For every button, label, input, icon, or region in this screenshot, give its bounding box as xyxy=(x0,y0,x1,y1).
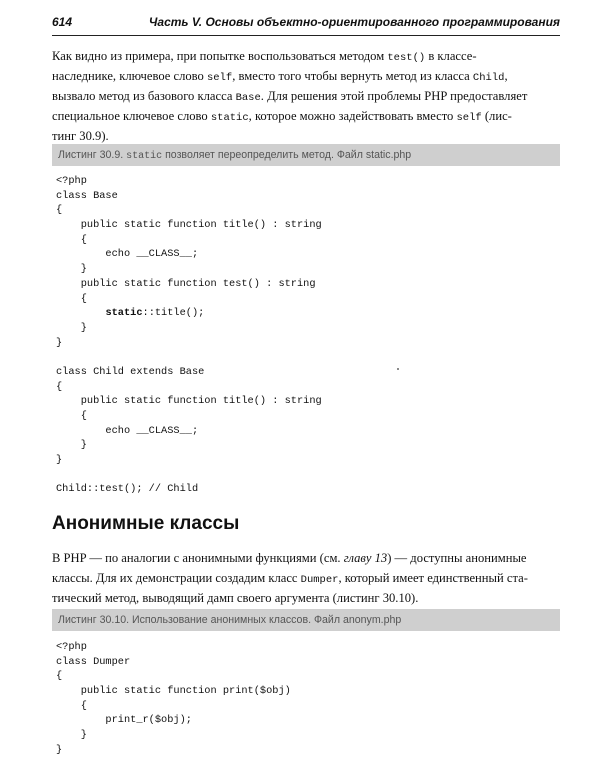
code-line: class Dumper xyxy=(56,655,131,668)
code-line: echo __CLASS__; xyxy=(56,248,199,261)
code-line: } xyxy=(56,729,87,742)
paragraph-line: Как видно из примера, при попытке воспользоваться методом test() в классе- xyxy=(52,49,477,64)
code-line: } xyxy=(56,336,63,349)
code-line: public static function title() : string xyxy=(56,395,322,408)
code-line: <?php xyxy=(56,175,87,187)
code-line: } xyxy=(56,439,87,452)
code-line: Child::test(); // Child xyxy=(56,483,199,496)
code-line: } xyxy=(56,321,87,334)
code-listing-30-10 xyxy=(56,640,291,758)
code-line: } xyxy=(56,743,63,756)
paragraph-line: классы. Для их демонстрации создадим класс Dumper, который имеет единственный ста- xyxy=(52,571,528,586)
running-title: Часть V. Основы объектно-ориентированного программирования xyxy=(148,15,560,29)
code-line: print_r($obj); xyxy=(56,714,192,727)
code-line: { xyxy=(56,410,87,422)
code-line: class Child extends Base xyxy=(56,365,205,378)
code-line: { xyxy=(56,380,63,393)
code-line: { xyxy=(56,699,87,712)
paragraph-line: наследнике, ключевое слово self, вместо того чтобы вернуть метод из класса Child, xyxy=(52,69,508,84)
paragraph-line: В PHP — по аналогии с анонимными функциями (см. главу 13) — доступны анонимные xyxy=(52,551,527,565)
code-line xyxy=(56,468,322,483)
listing-caption-30-10: Листинг 30.10. Использование анонимных классов. Файл anonym.php xyxy=(52,609,560,631)
paragraph-anonymous-intro xyxy=(52,548,560,608)
paragraph-line: тический метод, выводящий дамп своего аргумента (листинг 30.10). xyxy=(52,591,419,605)
code-line: { xyxy=(56,670,63,683)
scan-speck xyxy=(397,368,399,370)
running-header xyxy=(52,13,560,36)
code-line: public static function test() : string xyxy=(56,277,316,290)
code-line: static::title(); xyxy=(105,307,205,320)
code-line: { xyxy=(56,292,87,305)
code-line: public static function print($obj) xyxy=(56,685,291,698)
section-heading: Анонимные классы xyxy=(52,513,240,534)
paragraph-line: тинг 30.9). xyxy=(52,129,109,143)
code-line: } xyxy=(56,263,87,276)
paragraph-line: вызвало метод из базового класса Base. Для решения этой проблемы PHP предоставляет xyxy=(52,89,528,104)
code-line: public static function title() : string xyxy=(56,219,322,232)
code-line: { xyxy=(56,233,87,246)
code-line: { xyxy=(56,204,63,217)
code-line: echo __CLASS__; xyxy=(56,424,199,437)
page-number: 614 xyxy=(52,15,73,29)
code-line: class Base xyxy=(56,189,118,202)
code-line xyxy=(56,350,322,365)
code-line: } xyxy=(56,454,63,467)
paragraph-static-intro xyxy=(52,46,560,146)
code-listing-30-9 xyxy=(56,174,322,497)
listing-caption-30-9: Листинг 30.9. static позволяет переопределить метод. Файл static.php xyxy=(52,144,560,166)
code-line: <?php xyxy=(56,641,87,653)
paragraph-line: специальное ключевое слово static, которое можно задействовать вместо self (лис- xyxy=(52,109,512,124)
